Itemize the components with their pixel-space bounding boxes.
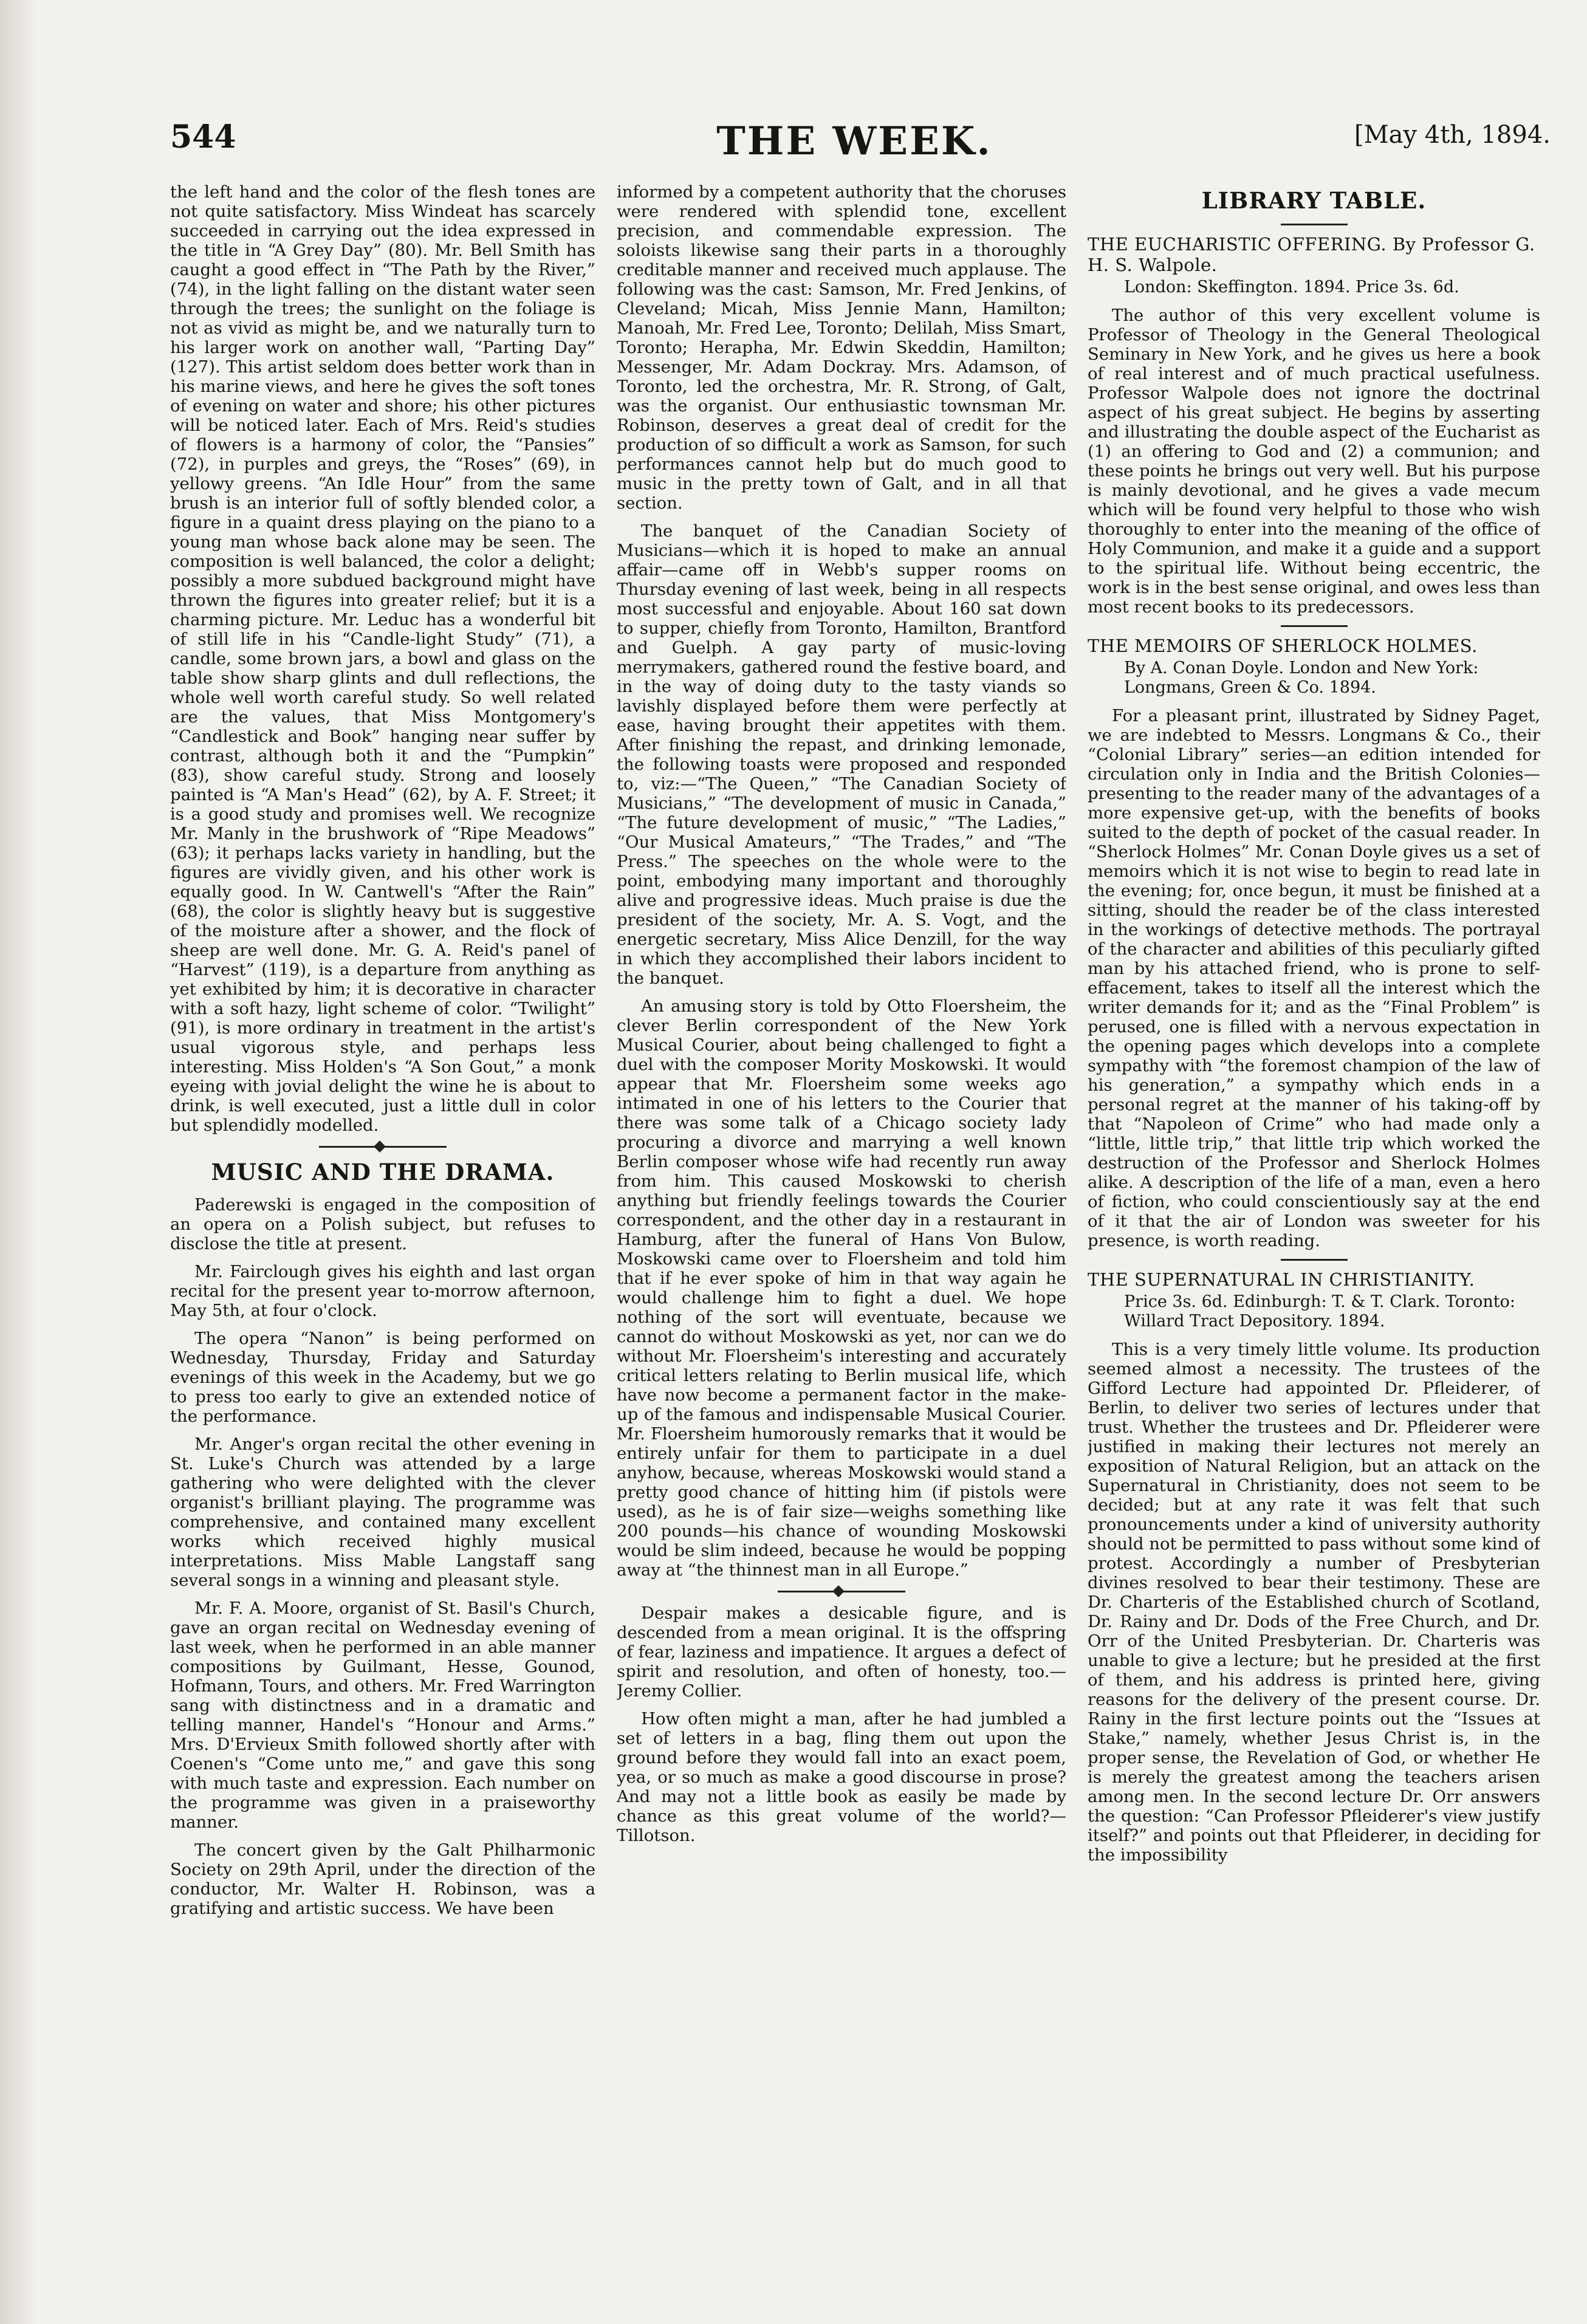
paragraph: Paderewski is engaged in the composition of an opera on a Polish subject, but refuses to disclose the title at present. <box>170 1195 595 1253</box>
paragraph: Mr. Fairclough gives his eighth and last organ recital for the present year to-morrow afternoon, May 5th, at four o'clock. <box>170 1262 595 1320</box>
publication-title: THE WEEK. <box>716 118 992 164</box>
book-imprint: London: Skeffington. 1894. Price 3s. 6d. <box>1124 278 1459 296</box>
paragraph: The concert given by the Galt Philharmonic Society on 29th April, under the direction of the conductor, Mr. Walter H. Robinson, was a gratifying and artistic success. We have been <box>170 1840 595 1918</box>
paragraph: informed by a competent authority that the choruses were rendered with splendid tone, excellent precision, and commendable expression. The soloists likewise sang their parts in a thoroughly creditable manner and received much applause. The following was the cast: Samson, Mr. Fred Jenkins, of Cleveland; Micah, Miss Jennie Mann, Hamilton; Manoah, Mr. Fred Lee, Toronto; Delilah, Miss Smart, Toronto; Herapha, Mr. Edwin Skeddin, Hamilton; Messenger, Mr. Adam Dockray. Mrs. Adamson, of Toronto, led the orchestra, Mr. R. Strong, of Galt, was the organist. Our enthusiastic townsman Mr. Robinson, deserves a great deal of credit for the production of so difficult a work as Samson, for such performances cannot help but do much good to music in the pretty town of Galt, and in all that section. <box>617 182 1066 513</box>
book-imprint: Price 3s. 6d. Edinburgh: T. & T. Clark. Toronto: Willard Tract Depository. 1894. <box>1124 1292 1515 1331</box>
section-heading-library: LIBRARY TABLE. <box>1201 187 1427 214</box>
paragraph: Mr. Anger's organ recital the other evening in St. Luke's Church was attended by a large gathering who were delighted with the clever organist's brilliant playing. The programme was comprehensive, and contained many excellent works which received highly musical interpretations. Miss Mable Langstaff sang several songs in a winning and pleasant style. <box>170 1435 595 1590</box>
binding-shadow <box>0 0 36 2324</box>
quote-tillotson: How often might a man, after he had jumbled a set of letters in a bag, fling them out upon the ground before they would fall into an exact poem, yea, or so much as make a good discourse in prose? And may not a little book as easily be made by chance as this great volume of the world?—Tillotson. <box>617 1709 1066 1845</box>
short-rule <box>1281 625 1348 627</box>
ornamental-divider <box>778 1591 905 1592</box>
column-2 <box>617 182 1066 2306</box>
short-rule <box>1281 1259 1348 1261</box>
column-1 <box>170 182 595 2306</box>
column-3 <box>1088 182 1540 2306</box>
book-review: The author of this very excellent volume is Professor of Theology in the General Theological Seminary in New York, and he gives us here a book of real interest and of much practical usefulness. Professor Walpole does not ignore the doctrinal aspect of his great subject. He begins by asserting and illustrating the double aspect of the Eucharist as (1) an offering to God and (2) a communion; and these points he brings out very well. But his purpose is mainly devotional, and he gives a vade mecum which will be found very helpful to those who wish thoroughly to enter into the meaning of the office of Holy Communion, and make it a guide and a support to the spiritual life. Without being eccentric, the work is in the best sense original, and owes less than most recent books to its predecessors. <box>1088 306 1540 617</box>
book-title: THE EUCHARISTIC OFFERING. By Professor G. H. S. Walpole. <box>1088 234 1535 275</box>
page-header <box>158 118 1551 167</box>
paragraph: The opera “Nanon” is being performed on Wednesday, Thursday, Friday and Saturday evenings of this week in the Academy, but we go to press too early to give an extended notice of the performance. <box>170 1329 595 1426</box>
art-review-text: the left hand and the color of the flesh tones are not quite satisfactory. Miss Windeat has scarcely succeeded in carrying out the idea expressed in the title in “A Grey Day” (80). Mr. Bell Smith has caught a good effect in “The Path by the River,” (74), in the light falling on the distant water seen through the trees; the sunlight on the foliage is not as vivid as might be, and we naturally turn to his larger work on another wall, “Parting Day” (127). This artist seldom does better work than in his marine views, and here he gives the soft tones of evening on water and shore; his other pictures will be noticed later. Each of Mrs. Reid's studies of flowers is a harmony of color, the “Pansies” (72), in purples and greys, the “Roses” (69), in yellowy greens. “An Idle Hour” from the same brush is an interior full of softly blended color, a figure in a quaint dress playing on the piano to a young man whose back alone may be seen. The composition is well balanced, the color a delight; possibly a more subdued background might have thrown the figures into greater relief; but it is a charming picture. Mr. Leduc has a wonderful bit of still life in his “Candle-light Study” (71), a candle, some brown jars, a bowl and glass on the table show sharp glints and dull reflections, the whole well worth careful study. So well related are the values, that Miss Montgomery's “Candlestick and Book” hanging near suffer by contrast, although both it and the “Pumpkin” (83), show careful study. Strong and loosely painted is “A Man's Head” (62), by A. F. Street; it is a good study and promises well. We recognize Mr. Manly in the brushwork of “Ripe Meadows” (63); it perhaps lacks variety in handling, but the figures are vividly given, and his other work is equally good. In W. Cantwell's “After the Rain” (68), the color is slightly heavy but is suggestive of the moisture after a shower, and the flock of sheep are well done. Mr. G. A. Reid's panel of “Harvest” (119), is a departure from anything as yet exhibited by him; it is decorative in character with a soft hazy, light scheme of color. “Twilight” (91), is more ordinary in treatment in the artist's usual vigorous style, and perhaps less interesting. Miss Holden's “A Son Gout,” a monk eyeing with jovial delight the wine he is about to drink, is well executed, just a little dull in color but splendidly modelled. <box>170 182 595 1135</box>
paragraph: Mr. F. A. Moore, organist of St. Basil's Church, gave an organ recital on Wednesday evening of last week, when he performed in an able manner compositions by Guilmant, Hesse, Gounod, Hofmann, Tours, and others. Mr. Fred Warrington sang with distinctness and in a dramatic and telling manner, Handel's “Honour and Arms.” Mrs. D'Ervieux Smith followed shortly after with Coenen's “Come unto me,” and gave this song with much taste and expression. Each number on the programme was given in a praiseworthy manner. <box>170 1599 595 1832</box>
paragraph: An amusing story is told by Otto Floersheim, the clever Berlin correspondent of the New York Musical Courier, about being challenged to fight a duel with the composer Mority Moskowski. It would appear that Mr. Floersheim some weeks ago intimated in one of his letters to the Courier that there was some talk of a Chicago society lady procuring a divorce and marrying a well known Berlin composer whose wife had recently run away from him. This caused Moskowski to cherish anything but friendly feelings towards the Courier correspondent, and the other day in a restaurant in Hamburg, after the funeral of Hans Von Bulow, Moskowski came over to Floersheim and told him that if he ever spoke of him in that way again he would challenge him to fight a duel. We hope nothing of the sort will eventuate, because we cannot do without Moskowski as yet, nor can we do without Mr. Floersheim's interesting and accurately critical letters relating to Berlin musical life, which have now become a permanent factor in the make-up of the famous and indispensable Musical Courier. Mr. Floersheim humorously remarks that it would be entirely unfair for them to participate in a duel anyhow, because, whereas Moskowski would stand a pretty good chance of hitting him (if pistols were used), as he is of fair size—weighs something like 200 pounds—his chance of wounding Moskowski would be slim indeed, because he would be popping away at “the thinnest man in all Europe.” <box>617 996 1066 1580</box>
quote-collier: Despair makes a desicable figure, and is descended from a mean original. It is the offspring of fear, laziness and impatience. It argues a defect of spirit and resolution, and often of honesty, too.—Jeremy Collier. <box>617 1603 1066 1701</box>
page-number: 544 <box>170 118 236 156</box>
short-rule <box>1281 224 1348 225</box>
book-review: This is a very timely little volume. Its production seemed almost a necessity. The trustees of the Gifford Lecture had appointed Dr. Pfleiderer, of Berlin, to deliver two series of lectures under that trust. Whether the trustees and Dr. Pfleiderer were justified in making their lectures not merely an exposition of Natural Religion, but an attack on the Supernatural in Christianity, does not seem to be decided; but at any rate it was felt that such pronouncements under a kind of university authority should not be permitted to pass without some kind of protest. Accordingly a number of Presbyterian divines resolved to bear their testimony. These are Dr. Charteris of the Established church of Scotland, Dr. Rainy and Dr. Dods of the Free Church, and Dr. Orr of the United Presbyterian. Dr. Charteris was unable to give a lecture; but he presided at the first of them, and his address is printed here, giving reasons for the delivery of the present course. Dr. Rainy in the first lecture points out the “Issues at Stake,” namely, whether Jesus Christ is, in the proper sense, the Revelation of God, or whether He is merely the greatest among the teachers arisen among men. In the second lecture Dr. Orr answers the question: “Can Professor Pfleiderer's view justify itself?” and points out that Pfleiderer, in deciding for the impossibility <box>1088 1340 1540 1865</box>
section-heading-music: MUSIC AND THE DRAMA. <box>211 1159 555 1185</box>
book-title: THE SUPERNATURAL IN CHRISTIANITY. <box>1088 1269 1475 1290</box>
book-review: For a pleasant print, illustrated by Sidney Paget, we are indebted to Messrs. Longmans & Co., their “Colonial Library” series—an edition intended for circulation only in India and the British Colonies—presenting to the reader many of the advantages of a more expensive get-up, with the benefits of books suited to the depth of pocket of the casual reader. In “Sherlock Holmes” Mr. Conan Doyle gives us a set of memoirs which it is not wise to begin to read late in the evening; for, once begun, it must be finished at a sitting, should the reader be of the class interested in the workings of detective methods. The portrayal of the character and abilities of this peculiarly gifted man by his attached friend, who is prone to self-effacement, takes to itself all the interest which the writer demands for it; and as the “Final Problem” is perused, one is filled with a nervous expectation in the opening pages which develops into a complete sympathy with “the foremost champion of the law of his generation,” a sympathy which ends in a personal regret at the manner of his taking-off by that “Napoleon of Crime” who had made only a “little, little trip,” that little trip which worked the destruction of the Professor and Sherlock Holmes alike. A description of the life of a man, even a hero of fiction, who could conscientiously say at the end of it that the air of London was sweeter for his presence, is worth reading. <box>1088 706 1540 1250</box>
issue-date: [May 4th, 1894. <box>1354 121 1551 149</box>
paragraph: The banquet of the Canadian Society of Musicians—which it is hoped to make an annual affair—came off in Webb's supper rooms on Thursday evening of last week, being in all respects most successful and enjoyable. About 160 sat down to supper, chiefly from Toronto, Hamilton, Brantford and Guelph. A gay party of music-loving merrymakers, gathered round the festive board, and in the way of doing duty to the tasty viands so lavishly displayed before them were perfectly at ease, having brought their appetites with them. After finishing the repast, and drinking lemonade, the following toasts were proposed and responded to, viz:—“The Queen,” “The Canadian Society of Musicians,” “The development of music in Canada,” “The future development of music,” “The Ladies,” “Our Musical Amateurs,” “The Trades,” and “The Press.” The speeches on the whole were to the point, embodying many important and thoroughly alive and progressive ideas. Much praise is due the president of the society, Mr. A. S. Vogt, and the energetic secretary, Miss Alice Denzill, for the way in which they accomplished their labors incident to the banquet. <box>617 521 1066 988</box>
ornamental-divider <box>319 1146 447 1148</box>
book-title: THE MEMOIRS OF SHERLOCK HOLMES. <box>1088 636 1478 656</box>
book-imprint: By A. Conan Doyle. London and New York: Longmans, Green & Co. 1894. <box>1124 659 1479 697</box>
